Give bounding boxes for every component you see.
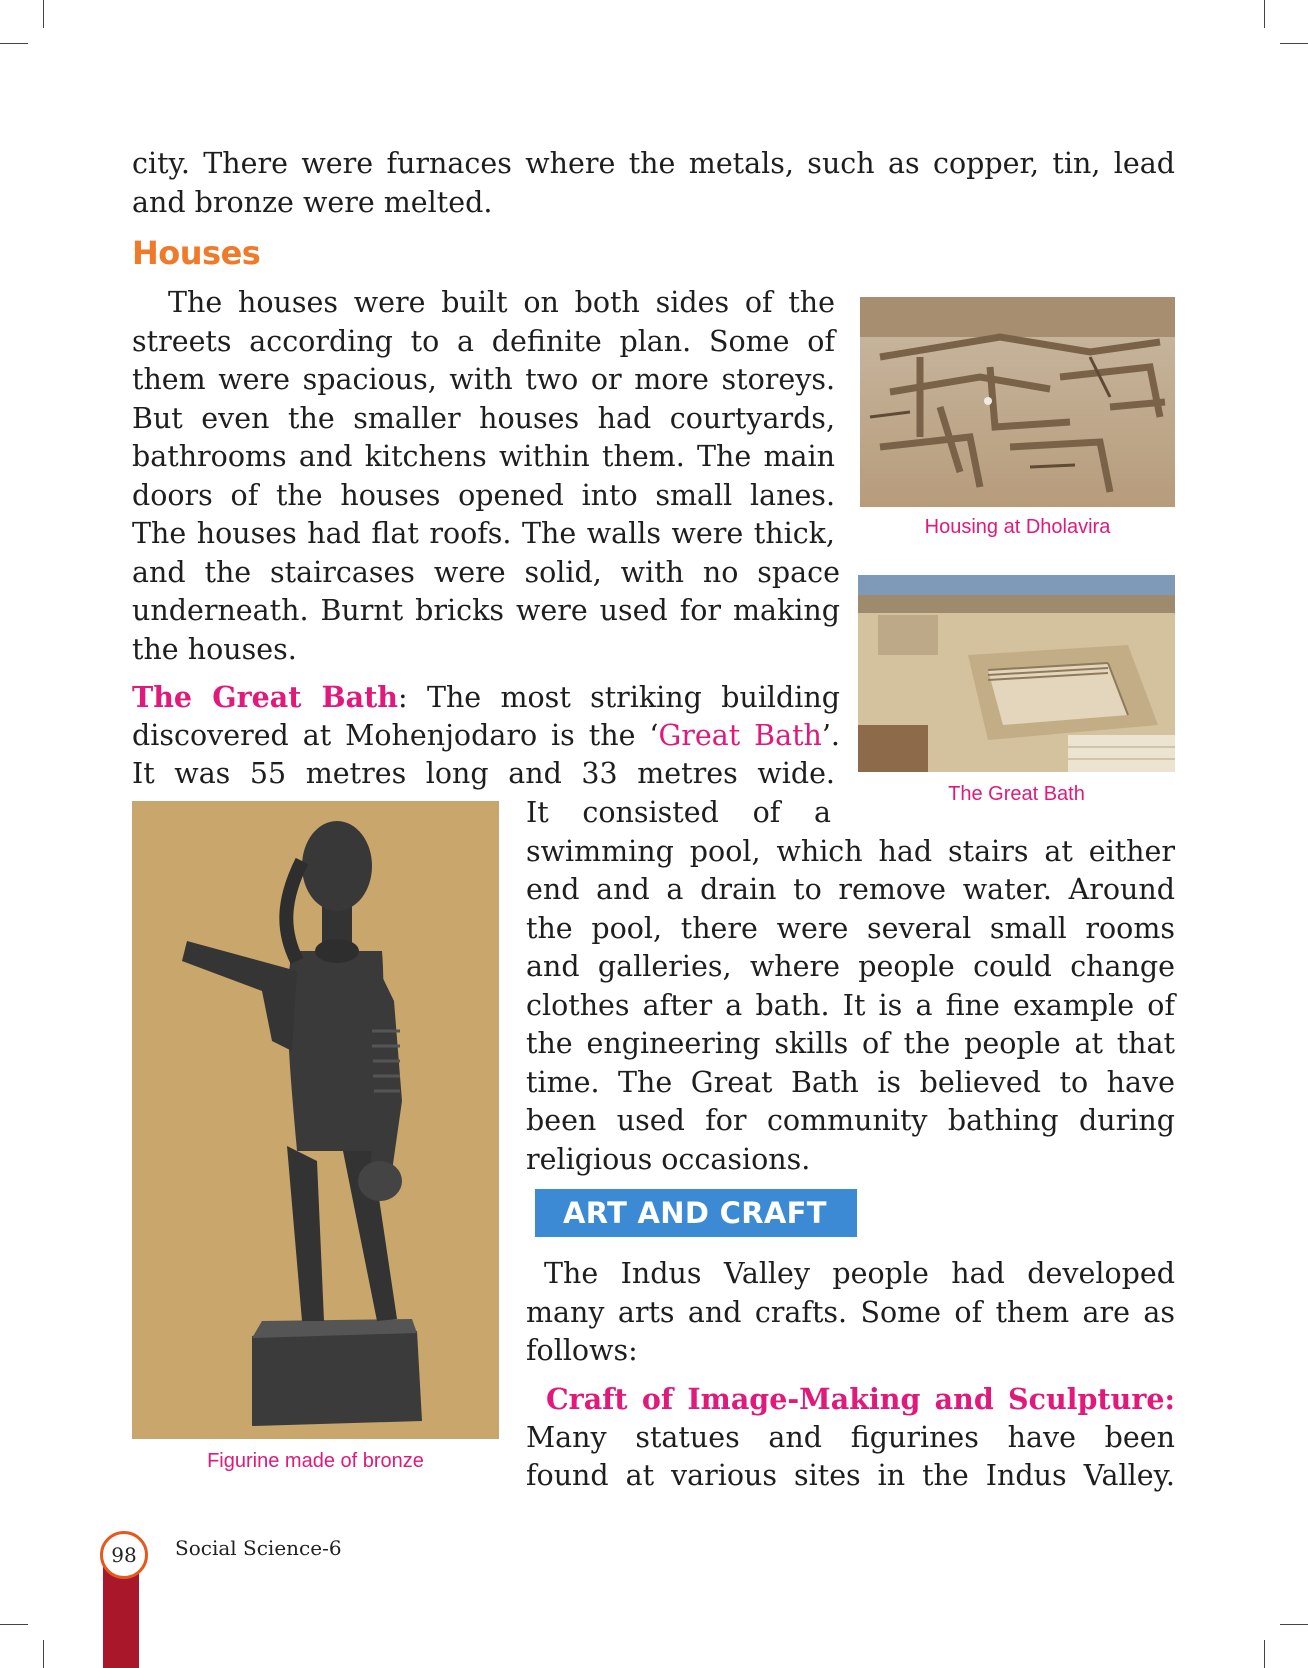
houses-line: underneath. Burnt bricks were used for making (132, 594, 840, 627)
great-bath-line: and galleries, where people could change (526, 950, 1175, 983)
great-bath-line: end and a drain to remove water. Around (526, 873, 1175, 906)
intro-paragraph (132, 145, 1175, 222)
great-bath-continued (526, 794, 1175, 1179)
art-craft-paragraph (526, 1255, 1175, 1371)
crop-mark (1280, 1624, 1308, 1625)
great-bath-line: religious occasions. (526, 1142, 811, 1176)
crop-mark (1264, 0, 1265, 28)
art-craft-line: follows: (526, 1334, 638, 1367)
great-bath-term: The Great Bath (132, 680, 399, 714)
book-title: Social Science-6 (175, 1536, 342, 1560)
crop-mark (1280, 43, 1308, 44)
page-number: 98 (100, 1531, 148, 1579)
great-bath-line-1-text: : The most striking building (398, 681, 841, 714)
houses-heading: Houses (132, 234, 261, 272)
sculpture-paragraph (526, 1380, 1175, 1496)
houses-line: But even the smaller houses had courtyards, (132, 401, 835, 435)
art-and-craft-banner: ART AND CRAFT (535, 1189, 857, 1237)
figurine-photo (132, 801, 499, 1439)
sculpture-line: Many statues and figurines have been (526, 1420, 1175, 1454)
great-bath-line-4: It consisted of a (526, 796, 831, 829)
sculpture-heading: Craft of Image-Making and Sculpture: (546, 1382, 1175, 1416)
great-bath-line: time. The Great Bath is believed to have (526, 1065, 1175, 1099)
great-bath-line: swimming pool, which had stairs at either (526, 834, 1175, 868)
great-bath-image (858, 575, 1175, 772)
great-bath-line: the pool, there were several small rooms (526, 911, 1175, 945)
crop-mark (1264, 1640, 1265, 1668)
houses-line: doors of the houses opened into small lanes. (132, 478, 835, 512)
houses-line: The houses had flat roofs. The walls were thick, (132, 517, 835, 550)
great-bath-line: the engineering skills of the people at that (526, 1027, 1175, 1060)
great-bath-line-2-pre: discovered at Mohenjodaro is the ‘ (132, 718, 659, 752)
great-bath-line: been used for community bathing during (526, 1104, 1175, 1137)
houses-line: The houses were built on both sides of the (168, 286, 835, 319)
crop-mark (0, 1624, 28, 1625)
intro-line: city. There were furnaces where the metals, such as copper, tin, lead (132, 147, 1175, 180)
dholavira-ruins-image (860, 297, 1175, 507)
great-bath-line-1 (132, 678, 840, 717)
crop-mark (0, 43, 28, 44)
art-craft-line: many arts and crafts. Some of them are as (526, 1295, 1175, 1329)
great-bath-line-2-post: ’. (821, 718, 840, 752)
houses-line: and the staircases were solid, with no space (132, 555, 840, 589)
crop-mark (43, 1640, 44, 1668)
figurine-caption: Figurine made of bronze (207, 1450, 424, 1472)
great-bath-line-2 (132, 717, 840, 756)
art-craft-line: The Indus Valley people had developed (544, 1257, 1175, 1290)
intro-line: and bronze were melted. (132, 185, 493, 219)
dholavira-photo (860, 297, 1175, 507)
great-bath-caption: The Great Bath (948, 783, 1085, 805)
dholavira-caption: Housing at Dholavira (924, 516, 1111, 538)
houses-line: them were spacious, with two or more storeys. (132, 363, 835, 396)
houses-line: bathrooms and kitchens within them. The main (132, 440, 835, 473)
great-bath-line-3: It was 55 metres long and 33 metres wide. (132, 757, 835, 790)
great-bath-photo (858, 575, 1175, 772)
houses-paragraph (132, 284, 840, 669)
great-bath-line: clothes after a bath. It is a fine example of (526, 988, 1175, 1022)
crop-mark (43, 0, 44, 28)
great-bath-paragraph (132, 678, 840, 794)
houses-line: the houses. (132, 632, 297, 666)
sculpture-line: found at various sites in the Indus Valley. (526, 1459, 1175, 1492)
bronze-figurine-image (132, 801, 499, 1439)
houses-line: streets according to a definite plan. Some of (132, 324, 835, 358)
great-bath-inline-term: Great Bath (658, 718, 822, 752)
